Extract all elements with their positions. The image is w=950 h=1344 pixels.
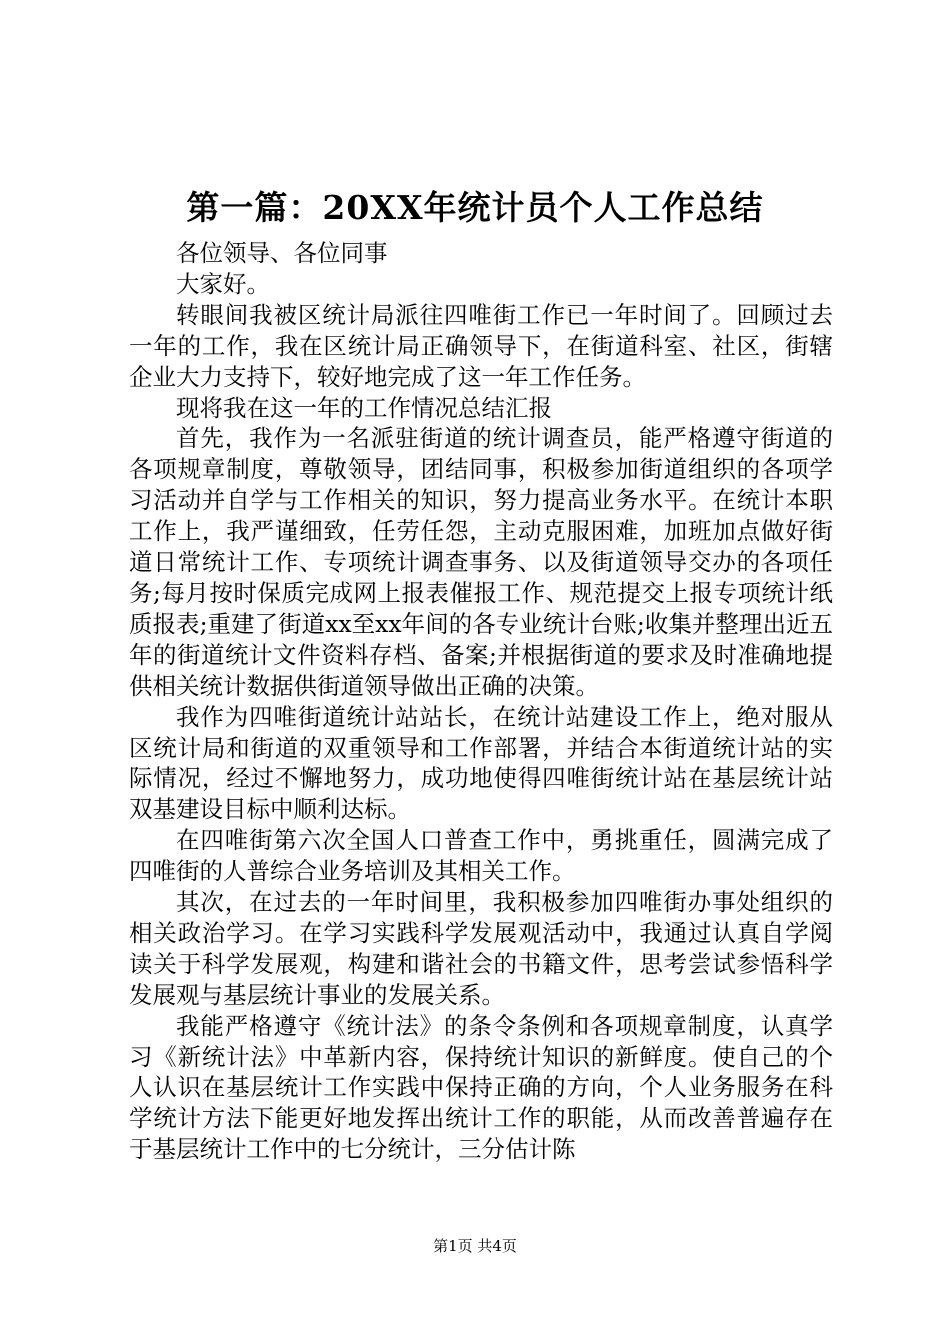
paragraph-salutation: 各位领导、各位同事 [176, 239, 388, 267]
document-title: 第一篇：20XX年统计员个人工作总结 [186, 188, 764, 227]
paragraph: 我作为四唯街道统计站站长，在统计站建设工作上，绝对服从区统计局和街道的双重领导和工作部署，并结合本街道统计站的实际情况，经过不懈地努力，成功地使得四唯街统计站在基层统计站双基建设目标中顺利达标。 [129, 702, 833, 824]
paragraph: 我能严格遵守《统计法》的条令条例和各项规章制度，认真学习《新统计法》中革新内容，保持统计知识的新鲜度。使自己的个人认识在基层统计工作实践中保持正确的方向，个人业务服务在科学统计方法下能更好地发挥出统计工作的职能，从而改善普遍存在于基层统计工作中的七分统计，三分估计陈 [129, 1011, 833, 1164]
paragraph: 现将我在这一年的工作情况总结汇报 [176, 393, 552, 422]
page-number-footer: 第1页 共4页 [433, 1237, 517, 1255]
paragraph-greeting: 大家好。 [176, 269, 270, 298]
paragraph: 转眼间我被区统计局派往四唯街工作已一年时间了。回顾过去一年的工作，我在区统计局正确领导下，在街道科室、社区，街辖企业大力支持下，较好地完成了这一年工作任务。 [129, 300, 833, 391]
paragraph: 在四唯街第六次全国人口普查工作中，勇挑重任，圆满完成了四唯街的人普综合业务培训及其相关工作。 [129, 826, 833, 886]
paragraph: 首先，我作为一名派驻街道的统计调查员，能严格遵守街道的各项规章制度，尊敬领导，团结同事，积极参加街道组织的各项学习活动并自学与工作相关的知识，努力提高业务水平。在统计本职工作上，我严谨细致，任劳任怨，主动克服困难，加班加点做好街道日常统计工作、专项统计调查事务、以及街道领导交办的各项任务;每月按时保质完成网上报表催报工作、规范提交上报专项统计纸质报表;重建了街道xx至xx年间的各专业统计台账;收集并整理出近五年的街道统计文件资料存档、备案;并根据街道的要求及时准确地提供相关统计数据供街道领导做出正确的决策。 [129, 424, 833, 700]
document-body [129, 238, 833, 1165]
paragraph: 其次，在过去的一年时间里，我积极参加四唯街办事处组织的相关政治学习。在学习实践科学发展观活动中，我通过认真自学阅读关于科学发展观，构建和谐社会的书籍文件，思考尝试参悟科学发展观与基层统计事业的发展关系。 [129, 888, 833, 1009]
